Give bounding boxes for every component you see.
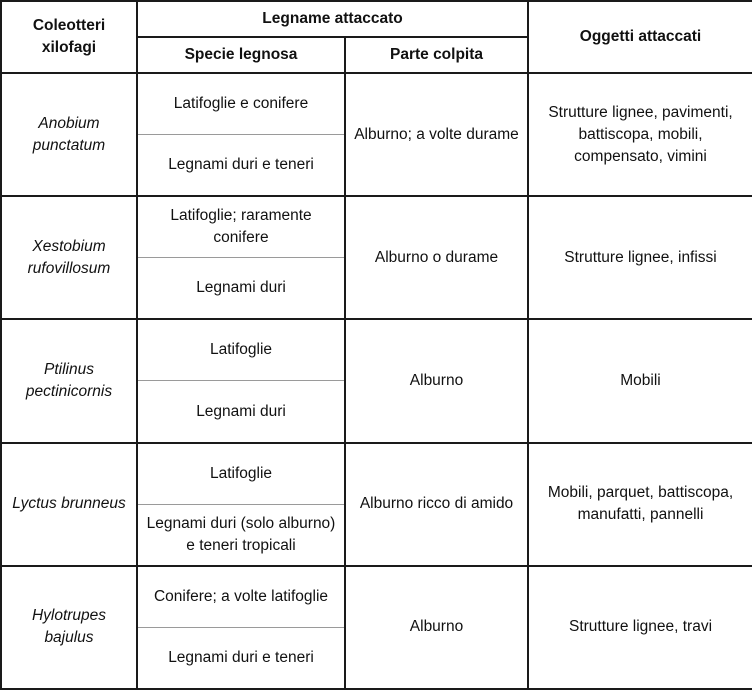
- wood-species-cell: Latifoglie; raramente conifere: [137, 196, 345, 258]
- table-row: [1, 319, 752, 381]
- part-hit-cell: Alburno: [345, 566, 528, 689]
- table-body: [1, 73, 752, 689]
- wood-species-cell: Legnami duri: [137, 381, 345, 443]
- table-header: [1, 1, 752, 73]
- header-part-hit: Parte colpita: [345, 37, 528, 73]
- objects-cell: Strutture lignee, infissi: [528, 196, 752, 319]
- header-wood-group: Legname attaccato: [137, 1, 528, 37]
- species-cell: Hylotrupes bajulus: [1, 566, 137, 689]
- part-hit-cell: Alburno ricco di amido: [345, 443, 528, 566]
- wood-species-cell: Legnami duri (solo alburno) e teneri tropicali: [137, 504, 345, 566]
- wood-species-cell: Legnami duri e teneri: [137, 627, 345, 689]
- header-objects: Oggetti attaccati: [528, 1, 752, 73]
- wood-species-cell: Latifoglie e conifere: [137, 73, 345, 135]
- objects-cell: Mobili: [528, 319, 752, 442]
- table-row: [1, 566, 752, 628]
- wood-species-cell: Latifoglie: [137, 443, 345, 505]
- objects-cell: Mobili, parquet, battiscopa, manufatti, pannelli: [528, 443, 752, 566]
- wood-species-cell: Latifoglie: [137, 319, 345, 381]
- table-row: [1, 196, 752, 258]
- part-hit-cell: Alburno: [345, 319, 528, 442]
- wood-species-cell: Conifere; a volte latifoglie: [137, 566, 345, 628]
- header-wood-species: Specie legnosa: [137, 37, 345, 73]
- table-row: [1, 73, 752, 135]
- objects-cell: Strutture lignee, travi: [528, 566, 752, 689]
- objects-cell: Strutture lignee, pavimenti, battiscopa, mobili, compensato, vimini: [528, 73, 752, 196]
- part-hit-cell: Alburno o durame: [345, 196, 528, 319]
- species-cell: Xestobium rufovillosum: [1, 196, 137, 319]
- species-cell: Anobium punctatum: [1, 73, 137, 196]
- wood-species-cell: Legnami duri: [137, 258, 345, 320]
- species-cell: Ptilinus pectinicornis: [1, 319, 137, 442]
- table-row: [1, 443, 752, 505]
- species-cell: Lyctus brunneus: [1, 443, 137, 566]
- part-hit-cell: Alburno; a volte durame: [345, 73, 528, 196]
- header-beetles: Coleotteri xilofagi: [1, 1, 137, 73]
- wood-species-cell: Legnami duri e teneri: [137, 135, 345, 197]
